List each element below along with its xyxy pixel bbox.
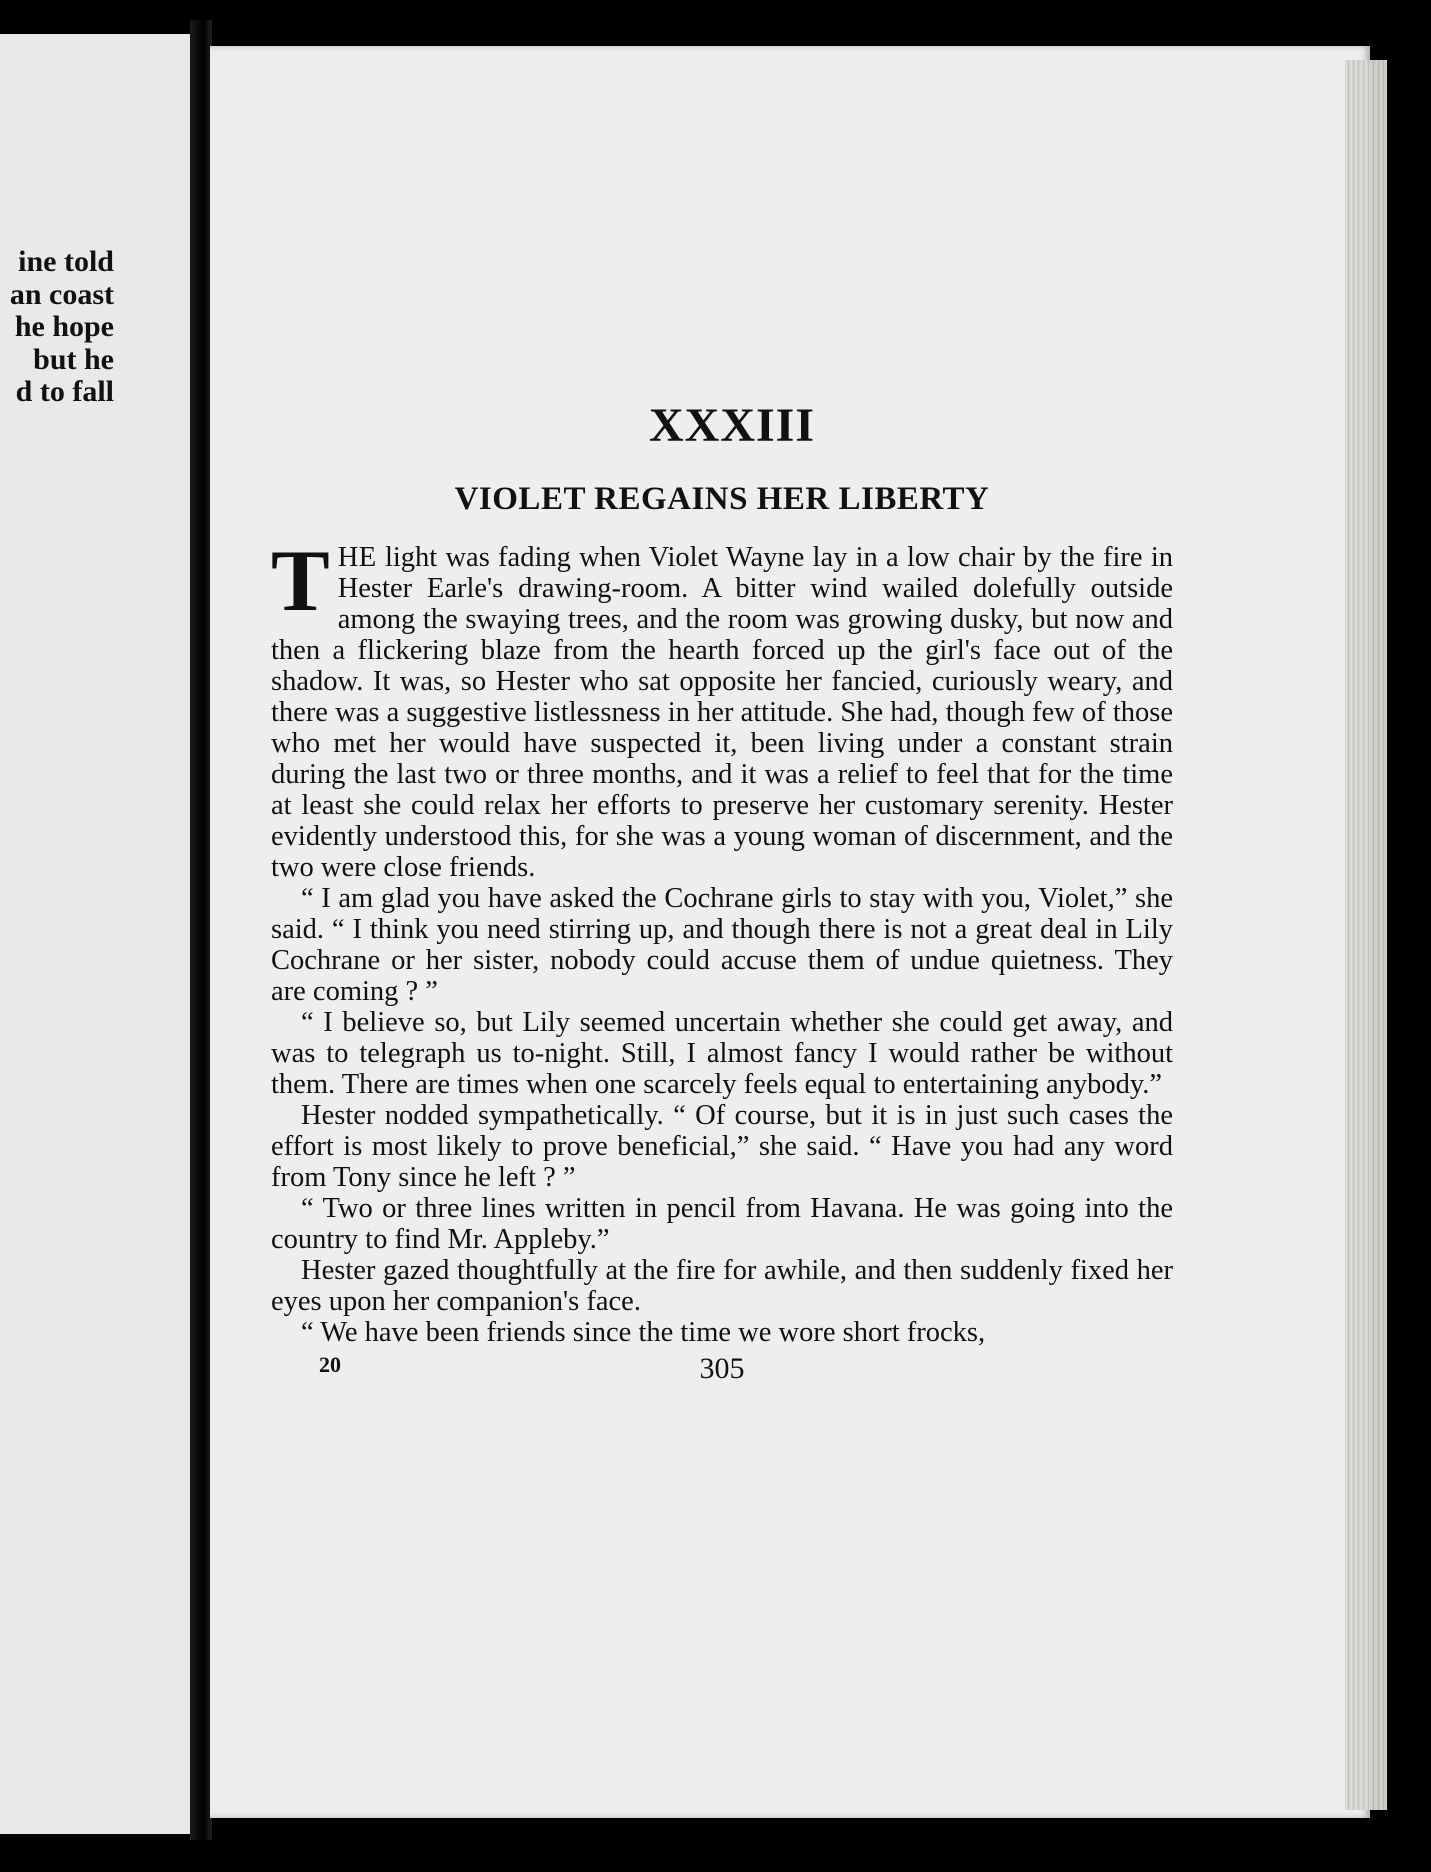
previous-page-line: ine told [18,245,114,278]
page-footer [271,1352,1173,1392]
chapter-title: VIOLET REGAINS HER LIBERTY [454,481,990,517]
paragraph: “ Two or three lines written in pencil from Havana. He was going into the country to find Mr. Appleby.” [271,1193,1173,1255]
previous-page-text [10,246,114,409]
paragraph: “ I believe so, but Lily seemed uncertain whether she could get away, and was to telegraph us to-night. Still, I almost fancy I would rather be without them. There are times when one scarcely feels equal to entertaining anybody.” [271,1007,1173,1100]
drop-cap: T [271,533,330,630]
previous-page [0,34,200,1834]
paragraph [271,533,1173,883]
chapter-number: XXXIII [648,399,816,452]
previous-page-line: he hope [14,310,114,343]
page-number: 305 [699,1352,745,1385]
paragraph-text: light was fading when Violet Wayne lay in a low chair by the fire in Hester Earle's drawing-room. A bitter wind wailed dolefully outside among the swaying trees, and the room was growing dusky, but now and then a flickering blaze from the hearth forced up the girl's face out of the shadow. It was, so Hester who sat opposite her fancied, curiously weary, and there was a suggestive listlessness in her attitude. She had, though few of those who met her would have suspected it, been living under a constant strain during the last two or three months, and it was a relief to feel that for the time at least she could relax her efforts to preserve her customary serenity. Hester evidently understood this, for she was a young woman of discernment, and the two were close friends. [271,542,1173,883]
previous-page-line: an coast [9,277,114,311]
paragraph: Hester gazed thoughtfully at the fire for awhile, and then suddenly fixed her eyes upon her companion's face. [271,1255,1173,1317]
signature-mark: 20 [319,1352,341,1377]
paragraph: “ I am glad you have asked the Cochrane girls to stay with you, Violet,” she said. “ I think you need stirring up, and though there is not a great deal in Lily Cochrane or her sister, nobody could accuse them of undue quietness. They are coming ? ” [271,883,1173,1007]
paragraph: “ We have been friends since the time we wore short frocks, [301,1317,986,1348]
first-word-caps: HE [337,542,377,573]
page-edge [1345,60,1387,1810]
previous-page-line: d to fall [15,375,114,408]
paragraph: Hester nodded sympathetically. “ Of course, but it is in just such cases the effort is most likely to prove beneficial,” she said. “ Have you had any word from Tony since he left ? ” [271,1100,1173,1193]
page-text [271,398,1173,1392]
previous-page-line: but he [33,342,114,376]
book-gutter [190,20,212,1840]
